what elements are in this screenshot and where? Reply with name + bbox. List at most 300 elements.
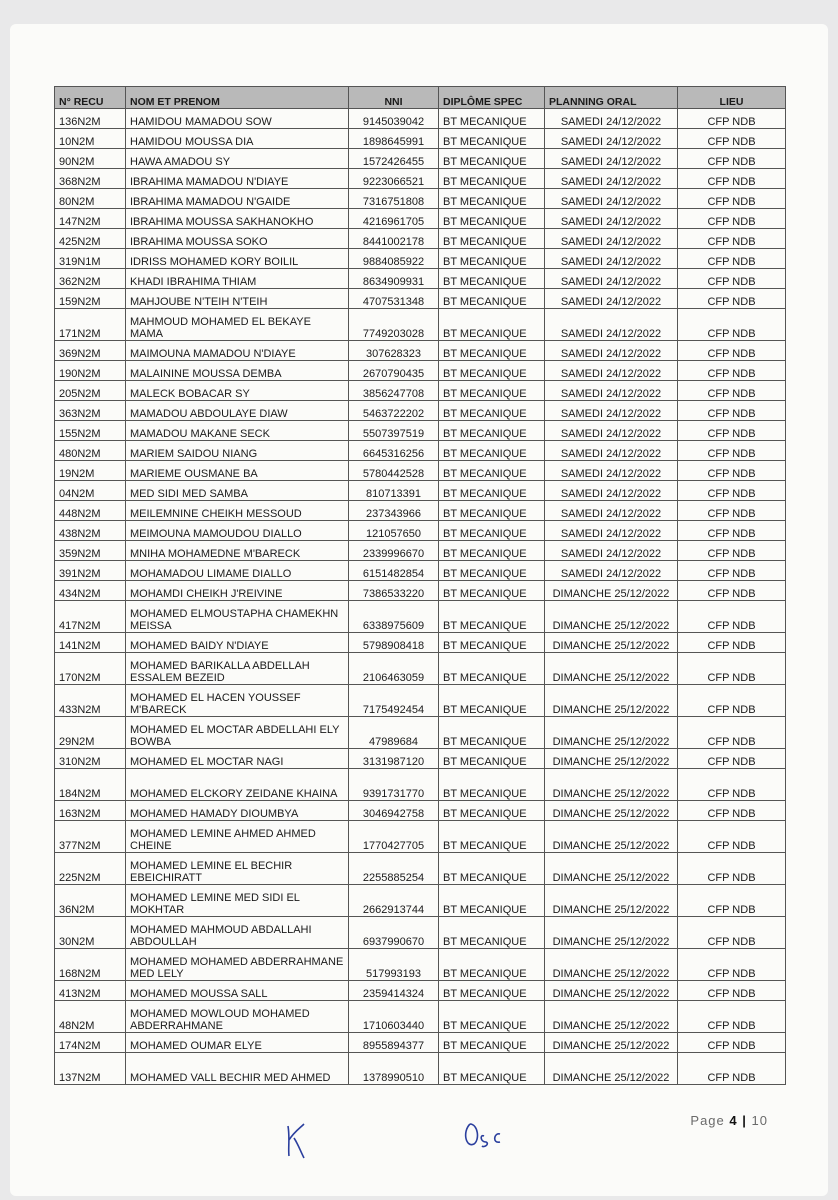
page-number: [690, 1113, 768, 1128]
signature-2: [460, 1118, 510, 1152]
cell-recu: 159N2M: [55, 289, 126, 309]
cell-planning: SAMEDI 24/12/2022: [545, 341, 678, 361]
cell-diplome: BT MECANIQUE: [439, 189, 545, 209]
cell-planning: SAMEDI 24/12/2022: [545, 129, 678, 149]
cell-nni: 5798908418: [349, 633, 439, 653]
cell-diplome: BT MECANIQUE: [439, 441, 545, 461]
table-row: [55, 521, 786, 541]
cell-lieu: CFP NDB: [678, 169, 786, 189]
cell-planning: DIMANCHE 25/12/2022: [545, 949, 678, 981]
table-row: [55, 129, 786, 149]
cell-lieu: CFP NDB: [678, 401, 786, 421]
cell-recu: 90N2M: [55, 149, 126, 169]
cell-name: HAWA AMADOU SY: [126, 149, 349, 169]
table-row: [55, 581, 786, 601]
cell-name: IBRAHIMA MOUSSA SAKHANOKHO: [126, 209, 349, 229]
cell-planning: SAMEDI 24/12/2022: [545, 441, 678, 461]
cell-lieu: CFP NDB: [678, 501, 786, 521]
cell-diplome: BT MECANIQUE: [439, 917, 545, 949]
table-row: [55, 541, 786, 561]
cell-lieu: CFP NDB: [678, 381, 786, 401]
cell-nni: 1898645991: [349, 129, 439, 149]
cell-lieu: CFP NDB: [678, 561, 786, 581]
cell-name: MOHAMADOU LIMAME DIALLO: [126, 561, 349, 581]
cell-planning: DIMANCHE 25/12/2022: [545, 821, 678, 853]
cell-nni: 2662913744: [349, 885, 439, 917]
cell-recu: 184N2M: [55, 769, 126, 801]
cell-name: MAMADOU ABDOULAYE DIAW: [126, 401, 349, 421]
cell-lieu: CFP NDB: [678, 917, 786, 949]
cell-name: MOHAMED MOWLOUD MOHAMED ABDERRAHMANE: [126, 1001, 349, 1033]
cell-planning: SAMEDI 24/12/2022: [545, 149, 678, 169]
cell-name: MED SIDI MED SAMBA: [126, 481, 349, 501]
cell-planning: SAMEDI 24/12/2022: [545, 309, 678, 341]
cell-lieu: CFP NDB: [678, 685, 786, 717]
cell-nni: 2255885254: [349, 853, 439, 885]
cell-diplome: BT MECANIQUE: [439, 229, 545, 249]
cell-diplome: BT MECANIQUE: [439, 381, 545, 401]
cell-diplome: BT MECANIQUE: [439, 361, 545, 381]
cell-recu: 170N2M: [55, 653, 126, 685]
table-row: [55, 341, 786, 361]
cell-lieu: CFP NDB: [678, 581, 786, 601]
page-separator: |: [742, 1113, 747, 1128]
cell-planning: SAMEDI 24/12/2022: [545, 249, 678, 269]
cell-recu: 434N2M: [55, 581, 126, 601]
cell-planning: SAMEDI 24/12/2022: [545, 209, 678, 229]
cell-lieu: CFP NDB: [678, 269, 786, 289]
cell-name: MALECK BOBACAR SY: [126, 381, 349, 401]
cell-nni: 307628323: [349, 341, 439, 361]
cell-planning: SAMEDI 24/12/2022: [545, 169, 678, 189]
cell-lieu: CFP NDB: [678, 885, 786, 917]
cell-recu: 190N2M: [55, 361, 126, 381]
cell-planning: DIMANCHE 25/12/2022: [545, 653, 678, 685]
cell-recu: 425N2M: [55, 229, 126, 249]
cell-recu: 377N2M: [55, 821, 126, 853]
cell-lieu: CFP NDB: [678, 441, 786, 461]
cell-name: IDRISS MOHAMED KORY BOILIL: [126, 249, 349, 269]
cell-name: KHADI IBRAHIMA THIAM: [126, 269, 349, 289]
cell-lieu: CFP NDB: [678, 129, 786, 149]
header-lieu: LIEU: [678, 87, 786, 109]
cell-lieu: CFP NDB: [678, 601, 786, 633]
cell-nni: 517993193: [349, 949, 439, 981]
cell-lieu: CFP NDB: [678, 981, 786, 1001]
cell-name: MEILEMNINE CHEIKH MESSOUD: [126, 501, 349, 521]
table-row: [55, 441, 786, 461]
cell-recu: 04N2M: [55, 481, 126, 501]
cell-nni: 8634909931: [349, 269, 439, 289]
cell-recu: 433N2M: [55, 685, 126, 717]
cell-recu: 319N1M: [55, 249, 126, 269]
table-row: [55, 381, 786, 401]
cell-planning: SAMEDI 24/12/2022: [545, 461, 678, 481]
cell-name: MARIEME OUSMANE BA: [126, 461, 349, 481]
table-row: [55, 821, 786, 853]
cell-lieu: CFP NDB: [678, 949, 786, 981]
cell-lieu: CFP NDB: [678, 769, 786, 801]
cell-planning: SAMEDI 24/12/2022: [545, 421, 678, 441]
cell-recu: 48N2M: [55, 1001, 126, 1033]
cell-recu: 19N2M: [55, 461, 126, 481]
cell-name: MOHAMED VALL BECHIR MED AHMED: [126, 1053, 349, 1085]
cell-name: MOHAMED EL HACEN YOUSSEF M'BARECK: [126, 685, 349, 717]
cell-nni: 5463722202: [349, 401, 439, 421]
page-total: 10: [751, 1113, 768, 1128]
cell-planning: DIMANCHE 25/12/2022: [545, 801, 678, 821]
table-row: [55, 249, 786, 269]
cell-nni: 2339996670: [349, 541, 439, 561]
cell-diplome: BT MECANIQUE: [439, 421, 545, 441]
cell-recu: 359N2M: [55, 541, 126, 561]
cell-name: HAMIDOU MOUSSA DIA: [126, 129, 349, 149]
cell-recu: 391N2M: [55, 561, 126, 581]
table-row: [55, 981, 786, 1001]
table-row: [55, 289, 786, 309]
cell-name: MOHAMED ELMOUSTAPHA CHAMEKHN MEISSA: [126, 601, 349, 633]
cell-lieu: CFP NDB: [678, 289, 786, 309]
cell-nni: 3856247708: [349, 381, 439, 401]
cell-lieu: CFP NDB: [678, 821, 786, 853]
cell-name: MOHAMED EL MOCTAR NAGI: [126, 749, 349, 769]
cell-planning: DIMANCHE 25/12/2022: [545, 917, 678, 949]
table-row: [55, 189, 786, 209]
cell-recu: 369N2M: [55, 341, 126, 361]
cell-nni: 810713391: [349, 481, 439, 501]
cell-diplome: BT MECANIQUE: [439, 269, 545, 289]
table-row: [55, 853, 786, 885]
table-row: [55, 917, 786, 949]
table-row: [55, 633, 786, 653]
table-row: [55, 229, 786, 249]
cell-nni: 2670790435: [349, 361, 439, 381]
cell-diplome: BT MECANIQUE: [439, 521, 545, 541]
cell-nni: 9884085922: [349, 249, 439, 269]
cell-nni: 1770427705: [349, 821, 439, 853]
cell-nni: 6937990670: [349, 917, 439, 949]
cell-nni: 2106463059: [349, 653, 439, 685]
cell-name: MNIHA MOHAMEDNE M'BARECK: [126, 541, 349, 561]
header-diplome: DIPLÔME SPEC: [439, 87, 545, 109]
cell-diplome: BT MECANIQUE: [439, 581, 545, 601]
cell-name: MARIEM SAIDOU NIANG: [126, 441, 349, 461]
header-nni: NNI: [349, 87, 439, 109]
header-planning: PLANNING ORAL: [545, 87, 678, 109]
cell-diplome: BT MECANIQUE: [439, 853, 545, 885]
cell-name: MAHJOUBE N'TEIH N'TEIH: [126, 289, 349, 309]
table-row: [55, 769, 786, 801]
cell-planning: SAMEDI 24/12/2022: [545, 501, 678, 521]
cell-diplome: BT MECANIQUE: [439, 309, 545, 341]
cell-lieu: CFP NDB: [678, 209, 786, 229]
cell-nni: 5780442528: [349, 461, 439, 481]
cell-name: HAMIDOU MAMADOU SOW: [126, 109, 349, 129]
table-row: [55, 149, 786, 169]
cell-planning: DIMANCHE 25/12/2022: [545, 1053, 678, 1085]
cell-nni: 1572426455: [349, 149, 439, 169]
table-row: [55, 421, 786, 441]
header-recu: N° RECU: [55, 87, 126, 109]
cell-name: MAIMOUNA MAMADOU N'DIAYE: [126, 341, 349, 361]
table-row: [55, 209, 786, 229]
cell-nni: 9145039042: [349, 109, 439, 129]
cell-nni: 121057650: [349, 521, 439, 541]
table-row: [55, 685, 786, 717]
cell-recu: 310N2M: [55, 749, 126, 769]
cell-planning: DIMANCHE 25/12/2022: [545, 769, 678, 801]
signature-1: [280, 1118, 314, 1160]
cell-nni: 7749203028: [349, 309, 439, 341]
cell-nni: 7175492454: [349, 685, 439, 717]
cell-name: MAHMOUD MOHAMED EL BEKAYE MAMA: [126, 309, 349, 341]
cell-planning: SAMEDI 24/12/2022: [545, 189, 678, 209]
table-row: [55, 1033, 786, 1053]
cell-nni: 4707531348: [349, 289, 439, 309]
cell-recu: 147N2M: [55, 209, 126, 229]
cell-diplome: BT MECANIQUE: [439, 209, 545, 229]
cell-recu: 80N2M: [55, 189, 126, 209]
cell-recu: 30N2M: [55, 917, 126, 949]
cell-planning: SAMEDI 24/12/2022: [545, 381, 678, 401]
cell-name: MOHAMED LEMINE MED SIDI EL MOKHTAR: [126, 885, 349, 917]
cell-lieu: CFP NDB: [678, 149, 786, 169]
table-row: [55, 461, 786, 481]
table-row: [55, 309, 786, 341]
cell-diplome: BT MECANIQUE: [439, 129, 545, 149]
cell-name: MOHAMED HAMADY DIOUMBYA: [126, 801, 349, 821]
cell-diplome: BT MECANIQUE: [439, 501, 545, 521]
cell-name: MOHAMED BARIKALLA ABDELLAH ESSALEM BEZEID: [126, 653, 349, 685]
table-row: [55, 885, 786, 917]
cell-recu: 225N2M: [55, 853, 126, 885]
cell-nni: 1378990510: [349, 1053, 439, 1085]
cell-name: MOHAMED OUMAR ELYE: [126, 1033, 349, 1053]
cell-lieu: CFP NDB: [678, 801, 786, 821]
cell-name: MOHAMED MOUSSA SALL: [126, 981, 349, 1001]
cell-nni: 8955894377: [349, 1033, 439, 1053]
cell-recu: 362N2M: [55, 269, 126, 289]
cell-diplome: BT MECANIQUE: [439, 717, 545, 749]
table-row: [55, 501, 786, 521]
cell-diplome: BT MECANIQUE: [439, 1053, 545, 1085]
cell-name: MOHAMED BAIDY N'DIAYE: [126, 633, 349, 653]
cell-diplome: BT MECANIQUE: [439, 109, 545, 129]
cell-name: MOHAMED MAHMOUD ABDALLAHI ABDOULLAH: [126, 917, 349, 949]
cell-recu: 171N2M: [55, 309, 126, 341]
cell-name: MALAININE MOUSSA DEMBA: [126, 361, 349, 381]
cell-nni: 9223066521: [349, 169, 439, 189]
cell-planning: DIMANCHE 25/12/2022: [545, 1001, 678, 1033]
cell-name: MOHAMDI CHEIKH J'REIVINE: [126, 581, 349, 601]
cell-planning: SAMEDI 24/12/2022: [545, 481, 678, 501]
cell-planning: SAMEDI 24/12/2022: [545, 521, 678, 541]
table-row: [55, 949, 786, 981]
cell-lieu: CFP NDB: [678, 249, 786, 269]
cell-diplome: BT MECANIQUE: [439, 1001, 545, 1033]
cell-recu: 155N2M: [55, 421, 126, 441]
cell-diplome: BT MECANIQUE: [439, 481, 545, 501]
table-row: [55, 269, 786, 289]
cell-diplome: BT MECANIQUE: [439, 801, 545, 821]
cell-recu: 163N2M: [55, 801, 126, 821]
cell-nni: 4216961705: [349, 209, 439, 229]
cell-lieu: CFP NDB: [678, 633, 786, 653]
cell-planning: DIMANCHE 25/12/2022: [545, 581, 678, 601]
table-row: [55, 481, 786, 501]
cell-nni: 237343966: [349, 501, 439, 521]
cell-planning: SAMEDI 24/12/2022: [545, 269, 678, 289]
cell-diplome: BT MECANIQUE: [439, 461, 545, 481]
table-row: [55, 361, 786, 381]
cell-lieu: CFP NDB: [678, 541, 786, 561]
cell-recu: 417N2M: [55, 601, 126, 633]
table-row: [55, 717, 786, 749]
cell-recu: 448N2M: [55, 501, 126, 521]
cell-nni: 8441002178: [349, 229, 439, 249]
cell-recu: 141N2M: [55, 633, 126, 653]
cell-diplome: BT MECANIQUE: [439, 149, 545, 169]
cell-planning: DIMANCHE 25/12/2022: [545, 749, 678, 769]
candidate-table: [54, 86, 786, 1085]
cell-name: IBRAHIMA MAMADOU N'GAIDE: [126, 189, 349, 209]
cell-lieu: CFP NDB: [678, 229, 786, 249]
cell-lieu: CFP NDB: [678, 1001, 786, 1033]
cell-nni: 3131987120: [349, 749, 439, 769]
cell-lieu: CFP NDB: [678, 1053, 786, 1085]
cell-recu: 10N2M: [55, 129, 126, 149]
cell-recu: 29N2M: [55, 717, 126, 749]
cell-planning: DIMANCHE 25/12/2022: [545, 981, 678, 1001]
cell-planning: DIMANCHE 25/12/2022: [545, 633, 678, 653]
cell-lieu: CFP NDB: [678, 421, 786, 441]
cell-name: IBRAHIMA MOUSSA SOKO: [126, 229, 349, 249]
cell-lieu: CFP NDB: [678, 189, 786, 209]
cell-lieu: CFP NDB: [678, 341, 786, 361]
cell-diplome: BT MECANIQUE: [439, 885, 545, 917]
cell-diplome: BT MECANIQUE: [439, 169, 545, 189]
cell-planning: SAMEDI 24/12/2022: [545, 361, 678, 381]
table-row: [55, 401, 786, 421]
cell-name: MOHAMED LEMINE AHMED AHMED CHEINE: [126, 821, 349, 853]
table-row: [55, 749, 786, 769]
cell-diplome: BT MECANIQUE: [439, 685, 545, 717]
cell-planning: SAMEDI 24/12/2022: [545, 109, 678, 129]
cell-diplome: BT MECANIQUE: [439, 949, 545, 981]
cell-lieu: CFP NDB: [678, 653, 786, 685]
cell-diplome: BT MECANIQUE: [439, 749, 545, 769]
cell-diplome: BT MECANIQUE: [439, 561, 545, 581]
cell-nni: 3046942758: [349, 801, 439, 821]
cell-planning: SAMEDI 24/12/2022: [545, 541, 678, 561]
table-row: [55, 801, 786, 821]
cell-diplome: BT MECANIQUE: [439, 653, 545, 685]
cell-lieu: CFP NDB: [678, 461, 786, 481]
cell-diplome: BT MECANIQUE: [439, 341, 545, 361]
cell-diplome: BT MECANIQUE: [439, 633, 545, 653]
cell-name: MAMADOU MAKANE SECK: [126, 421, 349, 441]
cell-planning: DIMANCHE 25/12/2022: [545, 601, 678, 633]
cell-recu: 36N2M: [55, 885, 126, 917]
table-header-row: [55, 87, 786, 109]
table-row: [55, 601, 786, 633]
cell-nni: 9391731770: [349, 769, 439, 801]
header-nom: NOM ET PRENOM: [126, 87, 349, 109]
cell-planning: DIMANCHE 25/12/2022: [545, 717, 678, 749]
cell-diplome: BT MECANIQUE: [439, 981, 545, 1001]
cell-name: MOHAMED LEMINE EL BECHIR EBEICHIRATT: [126, 853, 349, 885]
cell-lieu: CFP NDB: [678, 1033, 786, 1053]
cell-planning: SAMEDI 24/12/2022: [545, 289, 678, 309]
cell-nni: 47989684: [349, 717, 439, 749]
table-row: [55, 109, 786, 129]
cell-name: MOHAMED ELCKORY ZEIDANE KHAINA: [126, 769, 349, 801]
cell-recu: 137N2M: [55, 1053, 126, 1085]
cell-lieu: CFP NDB: [678, 717, 786, 749]
cell-lieu: CFP NDB: [678, 521, 786, 541]
cell-planning: SAMEDI 24/12/2022: [545, 229, 678, 249]
cell-name: MOHAMED MOHAMED ABDERRAHMANE MED LELY: [126, 949, 349, 981]
cell-diplome: BT MECANIQUE: [439, 1033, 545, 1053]
cell-diplome: BT MECANIQUE: [439, 401, 545, 421]
cell-planning: DIMANCHE 25/12/2022: [545, 1033, 678, 1053]
page-label: Page: [690, 1113, 725, 1128]
cell-name: MEIMOUNA MAMOUDOU DIALLO: [126, 521, 349, 541]
cell-recu: 413N2M: [55, 981, 126, 1001]
cell-lieu: CFP NDB: [678, 109, 786, 129]
table-row: [55, 561, 786, 581]
cell-nni: 6645316256: [349, 441, 439, 461]
cell-diplome: BT MECANIQUE: [439, 821, 545, 853]
cell-diplome: BT MECANIQUE: [439, 249, 545, 269]
cell-lieu: CFP NDB: [678, 361, 786, 381]
cell-diplome: BT MECANIQUE: [439, 541, 545, 561]
page-current: 4: [729, 1113, 738, 1128]
cell-recu: 438N2M: [55, 521, 126, 541]
cell-planning: DIMANCHE 25/12/2022: [545, 853, 678, 885]
cell-nni: 6338975609: [349, 601, 439, 633]
cell-name: MOHAMED EL MOCTAR ABDELLAHI ELY BOWBA: [126, 717, 349, 749]
table-row: [55, 653, 786, 685]
cell-recu: 363N2M: [55, 401, 126, 421]
cell-nni: 1710603440: [349, 1001, 439, 1033]
cell-nni: 6151482854: [349, 561, 439, 581]
cell-diplome: BT MECANIQUE: [439, 769, 545, 801]
table-row: [55, 1053, 786, 1085]
cell-nni: 7316751808: [349, 189, 439, 209]
cell-lieu: CFP NDB: [678, 749, 786, 769]
cell-recu: 368N2M: [55, 169, 126, 189]
cell-nni: 2359414324: [349, 981, 439, 1001]
cell-planning: SAMEDI 24/12/2022: [545, 561, 678, 581]
cell-nni: 7386533220: [349, 581, 439, 601]
cell-diplome: BT MECANIQUE: [439, 601, 545, 633]
cell-recu: 480N2M: [55, 441, 126, 461]
cell-lieu: CFP NDB: [678, 309, 786, 341]
cell-recu: 136N2M: [55, 109, 126, 129]
cell-lieu: CFP NDB: [678, 481, 786, 501]
cell-recu: 174N2M: [55, 1033, 126, 1053]
cell-diplome: BT MECANIQUE: [439, 289, 545, 309]
cell-nni: 5507397519: [349, 421, 439, 441]
table-row: [55, 169, 786, 189]
cell-name: IBRAHIMA MAMADOU N'DIAYE: [126, 169, 349, 189]
cell-planning: DIMANCHE 25/12/2022: [545, 685, 678, 717]
cell-planning: DIMANCHE 25/12/2022: [545, 885, 678, 917]
cell-recu: 205N2M: [55, 381, 126, 401]
table-row: [55, 1001, 786, 1033]
cell-recu: 168N2M: [55, 949, 126, 981]
